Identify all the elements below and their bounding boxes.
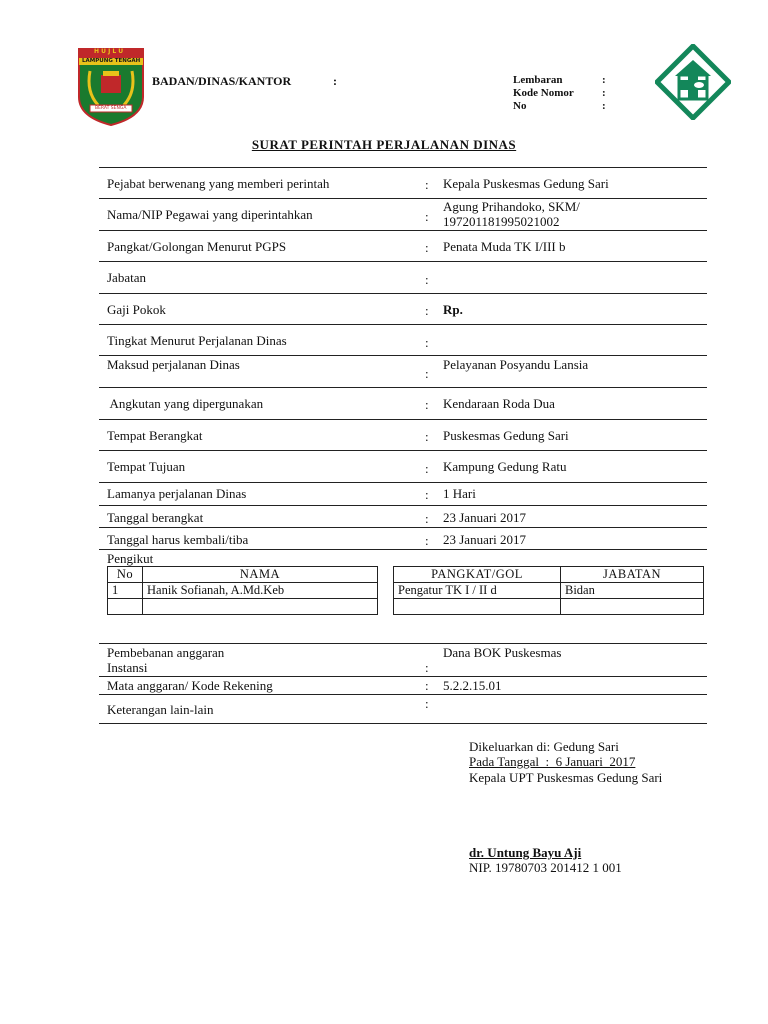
keterangan-label: Keterangan lain-lain [107,702,214,717]
pembebanan-colon: : [425,660,429,675]
keterangan-colon: : [425,696,429,711]
row-colon: : [425,511,429,526]
row-value-pejabat: Kepala Puskesmas Gedung Sari [443,176,609,191]
divider [99,527,707,528]
row-colon: : [425,303,429,318]
table-cell-nama: Hanik Sofianah, A.Md.Keb [143,583,378,599]
row-colon: : [425,461,429,476]
row-value-tujuan: Kampung Gedung Ratu [443,459,567,474]
divider [99,293,707,294]
row-value-angkutan: Kendaraan Roda Dua [443,396,555,411]
row-label-tanggal-kembali: Tanggal harus kembali/tiba [107,532,249,547]
pengikut-label: Pengikut [107,551,154,566]
row-label-gaji: Gaji Pokok [107,302,166,317]
divider [99,230,707,231]
lampung-tengah-logo [76,47,146,127]
pembebanan-value: Dana BOK Puskesmas [443,645,562,660]
row-value-berangkat: Puskesmas Gedung Sari [443,428,569,443]
lembaran-label: Lembaran [513,74,563,86]
badan-label: BADAN/DINAS/KANTOR [152,74,292,88]
row-label-tujuan: Tempat Tujuan [107,459,186,474]
divider [99,482,707,483]
row-colon: : [425,240,429,255]
logo-top-text: H U J L U [94,48,124,55]
table-cell-no: 1 [108,583,143,599]
table-cell-pangkat: Pengatur TK I / II d [394,583,561,599]
kode-nomor-colon: : [602,87,606,99]
table-header-nama: NAMA [143,567,378,583]
divider [99,505,707,506]
divider [99,198,707,199]
table-header-jabatan: JABATAN [561,567,704,583]
table-cell-pangkat [394,599,561,615]
table-header-pangkat: PANGKAT/GOL [394,567,561,583]
pembebanan-label: Pembebanan anggaran [107,645,225,660]
row-value-maksud: Pelayanan Posyandu Lansia [443,357,589,372]
divider [99,261,707,262]
divider [99,324,707,325]
row-colon: : [425,272,429,287]
signer-nip: NIP. 19780703 201412 1 001 [469,860,622,875]
divider [99,723,707,724]
divider [99,549,707,550]
kode-nomor-label: Kode Nomor [513,87,574,99]
table-row [394,583,704,599]
row-colon: : [425,487,429,502]
signer-name: dr. Untung Bayu Aji [469,845,582,860]
pengikut-table-pangkat [393,566,704,615]
row-colon: : [425,533,429,548]
logo-ribbon-text: BERAT SENGA [95,106,127,111]
lembaran-colon: : [602,74,606,86]
row-colon: : [425,177,429,192]
pengikut-table-nama [107,566,378,615]
mata-anggaran-label: Mata anggaran/ Kode Rekening [107,678,273,693]
row-colon: : [425,335,429,350]
table-cell-no [108,599,143,615]
table-header-no: No [108,567,143,583]
row-colon: : [425,366,429,381]
row-colon: : [425,397,429,412]
divider [99,355,707,356]
table-header-row [108,567,378,583]
puskesmas-logo [655,44,731,120]
divider [99,387,707,388]
divider [99,643,707,644]
instansi-label: Instansi [107,660,148,675]
row-value-nip: 197201181995021002 [443,214,560,229]
divider [99,167,707,168]
no-label: No [513,100,527,112]
dikeluarkan-di: Dikeluarkan di: Gedung Sari [469,739,619,754]
table-cell-nama [143,599,378,615]
row-label-nama-nip: Nama/NIP Pegawai yang diperintahkan [107,207,313,222]
table-header-row [394,567,704,583]
divider [99,694,707,695]
logo-banner-text: LAMPUNG TENGAH [82,58,141,64]
row-label-maksud: Maksud perjalanan Dinas [107,357,240,372]
row-label-tingkat: Tingkat Menurut Perjalanan Dinas [107,333,287,348]
row-label-pejabat: Pejabat berwenang yang memberi perintah [107,176,330,191]
mata-anggaran-colon: : [425,678,429,693]
table-cell-jabatan: Bidan [561,583,704,599]
row-colon: : [425,209,429,224]
pada-tanggal: Pada Tanggal : 6 Januari 2017 [469,754,636,769]
table-row [108,583,378,599]
table-row [394,599,704,615]
divider [99,419,707,420]
row-value-tanggal-berangkat: 23 Januari 2017 [443,510,527,525]
row-value-pangkat: Penata Muda TK I/III b [443,239,566,254]
document-title: SURAT PERINTAH PERJALANAN DINAS [251,137,517,152]
row-value-nama: Agung Prihandoko, SKM/ [443,199,580,214]
row-label-berangkat: Tempat Berangkat [107,428,203,443]
row-colon: : [425,429,429,444]
row-label-jabatan: Jabatan [107,270,146,285]
badan-colon: : [333,74,337,88]
table-row [108,599,378,615]
mata-anggaran-value: 5.2.2.15.01 [443,678,502,693]
signer-position: Kepala UPT Puskesmas Gedung Sari [469,770,663,785]
table-cell-jabatan [561,599,704,615]
row-label-tanggal-berangkat: Tanggal berangkat [107,510,204,525]
row-label-angkutan: Angkutan yang dipergunakan [107,396,264,411]
row-value-tanggal-kembali: 23 Januari 2017 [443,532,527,547]
no-colon: : [602,100,606,112]
row-label-lamanya: Lamanya perjalanan Dinas [107,486,247,501]
row-value-lamanya: 1 Hari [443,486,476,501]
divider [99,450,707,451]
row-value-gaji: Rp. [443,302,463,317]
divider [99,676,707,677]
row-label-pangkat: Pangkat/Golongan Menurut PGPS [107,239,287,254]
